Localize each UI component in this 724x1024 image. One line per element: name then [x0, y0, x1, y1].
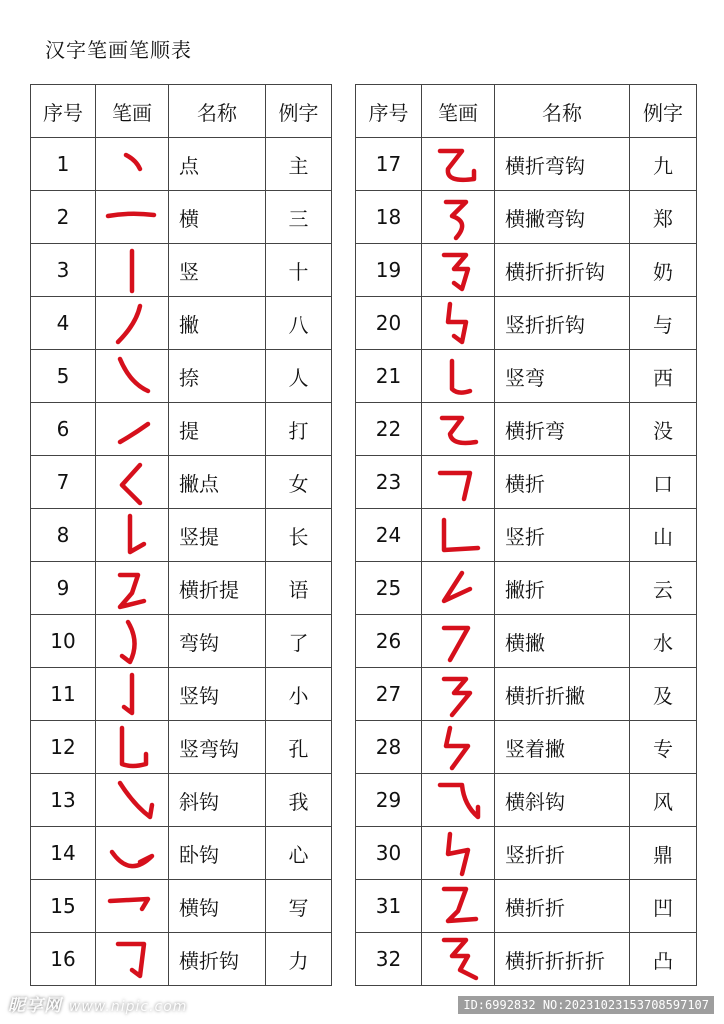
stroke-name: 撇点	[169, 456, 266, 509]
row-index: 7	[31, 456, 96, 509]
shuwan-stroke-icon	[426, 351, 490, 401]
stroke-cell	[96, 562, 169, 615]
stroke-cell	[96, 880, 169, 933]
example-character: 八	[266, 297, 332, 350]
example-character: 九	[630, 138, 697, 191]
xiegou-stroke-icon	[100, 775, 164, 825]
stroke-cell	[96, 933, 169, 986]
piedian-stroke-icon	[100, 457, 164, 507]
example-character: 水	[630, 615, 697, 668]
stroke-name: 撇	[169, 297, 266, 350]
table-row	[356, 774, 697, 827]
row-index: 21	[356, 350, 422, 403]
table-row	[31, 509, 332, 562]
example-character: 人	[266, 350, 332, 403]
stroke-cell	[96, 138, 169, 191]
example-character: 小	[266, 668, 332, 721]
table-row	[31, 350, 332, 403]
table-row	[356, 562, 697, 615]
stroke-cell	[96, 827, 169, 880]
example-character: 没	[630, 403, 697, 456]
example-character: 主	[266, 138, 332, 191]
row-index: 11	[31, 668, 96, 721]
hengzhegou-stroke-icon	[100, 934, 164, 984]
example-character: 山	[630, 509, 697, 562]
na-stroke-icon	[100, 351, 164, 401]
stroke-cell	[96, 509, 169, 562]
row-index: 12	[31, 721, 96, 774]
ti-stroke-icon	[100, 404, 164, 454]
header-name: 名称	[169, 85, 266, 138]
row-index: 6	[31, 403, 96, 456]
stroke-name: 横撇弯钩	[495, 191, 630, 244]
hengzhewan-stroke-icon	[426, 404, 490, 454]
shugou-stroke-icon	[100, 669, 164, 719]
table-row	[356, 721, 697, 774]
example-character: 凹	[630, 880, 697, 933]
table-row	[356, 297, 697, 350]
example-character: 语	[266, 562, 332, 615]
row-index: 29	[356, 774, 422, 827]
stroke-cell	[422, 456, 495, 509]
stroke-cell	[422, 138, 495, 191]
stroke-cell	[422, 562, 495, 615]
stroke-cell	[422, 880, 495, 933]
stroke-cell	[422, 933, 495, 986]
stroke-cell	[422, 297, 495, 350]
table-header-row	[31, 85, 332, 138]
example-character: 口	[630, 456, 697, 509]
row-index: 27	[356, 668, 422, 721]
hengpiewangou-stroke-icon	[426, 192, 490, 242]
table-row	[31, 244, 332, 297]
table-row	[356, 350, 697, 403]
example-character: 凸	[630, 933, 697, 986]
table-row	[31, 562, 332, 615]
row-index: 24	[356, 509, 422, 562]
stroke-cell	[422, 827, 495, 880]
dian-stroke-icon	[100, 139, 164, 189]
row-index: 3	[31, 244, 96, 297]
wogou-stroke-icon	[100, 828, 164, 878]
row-index: 5	[31, 350, 96, 403]
table-row	[356, 244, 697, 297]
row-index: 8	[31, 509, 96, 562]
stroke-name: 竖着撇	[495, 721, 630, 774]
table-row	[31, 297, 332, 350]
example-character: 云	[630, 562, 697, 615]
example-character: 西	[630, 350, 697, 403]
example-character: 与	[630, 297, 697, 350]
row-index: 28	[356, 721, 422, 774]
stroke-name: 横斜钩	[495, 774, 630, 827]
stroke-name: 竖	[169, 244, 266, 297]
stroke-cell	[96, 668, 169, 721]
table-row	[356, 880, 697, 933]
shuzhezhegou-stroke-icon	[426, 298, 490, 348]
stroke-name: 横折折撇	[495, 668, 630, 721]
hengzhezhe-stroke-icon	[426, 881, 490, 931]
stroke-name: 竖折折钩	[495, 297, 630, 350]
header-example: 例字	[630, 85, 697, 138]
row-index: 9	[31, 562, 96, 615]
shu-stroke-icon	[100, 245, 164, 295]
hengzhezhezhezhe-stroke-icon	[426, 934, 490, 984]
stroke-table-left	[30, 84, 332, 986]
table-row	[356, 827, 697, 880]
row-index: 19	[356, 244, 422, 297]
stroke-name: 横撇	[495, 615, 630, 668]
table-row	[356, 509, 697, 562]
heng-stroke-icon	[100, 192, 164, 242]
stroke-name: 竖钩	[169, 668, 266, 721]
stroke-table-right	[355, 84, 697, 986]
row-index: 31	[356, 880, 422, 933]
stroke-name: 横折弯钩	[495, 138, 630, 191]
stroke-name: 捺	[169, 350, 266, 403]
example-character: 奶	[630, 244, 697, 297]
header-index: 序号	[356, 85, 422, 138]
example-character: 心	[266, 827, 332, 880]
piezhe-stroke-icon	[426, 563, 490, 613]
table-row	[31, 774, 332, 827]
row-index: 22	[356, 403, 422, 456]
watermark-url: www.nipic.com	[68, 999, 188, 1015]
stroke-name: 卧钩	[169, 827, 266, 880]
example-character: 鼎	[630, 827, 697, 880]
stroke-cell	[96, 244, 169, 297]
table-row	[31, 138, 332, 191]
example-character: 郑	[630, 191, 697, 244]
row-index: 4	[31, 297, 96, 350]
table-row	[31, 933, 332, 986]
stroke-cell	[422, 403, 495, 456]
watermark-brand: 昵享网	[8, 996, 62, 1016]
stroke-name: 横	[169, 191, 266, 244]
table-row	[356, 138, 697, 191]
example-character: 写	[266, 880, 332, 933]
table-row	[31, 615, 332, 668]
table-row	[356, 615, 697, 668]
stroke-cell	[96, 403, 169, 456]
example-character: 专	[630, 721, 697, 774]
example-character: 我	[266, 774, 332, 827]
stroke-name: 横折折折钩	[495, 244, 630, 297]
table-row	[356, 403, 697, 456]
stroke-name: 竖弯钩	[169, 721, 266, 774]
henggou-stroke-icon	[100, 881, 164, 931]
stroke-cell	[422, 721, 495, 774]
example-character: 及	[630, 668, 697, 721]
page-title: 汉字笔画笔顺表	[45, 38, 192, 62]
shuwangou-stroke-icon	[100, 722, 164, 772]
stroke-name: 横折折折折	[495, 933, 630, 986]
stroke-name: 撇折	[495, 562, 630, 615]
table-row	[31, 668, 332, 721]
stroke-cell	[96, 615, 169, 668]
pie-stroke-icon	[100, 298, 164, 348]
row-index: 13	[31, 774, 96, 827]
example-character: 女	[266, 456, 332, 509]
stroke-cell	[96, 350, 169, 403]
example-character: 孔	[266, 721, 332, 774]
table-row	[31, 827, 332, 880]
stroke-name: 横折钩	[169, 933, 266, 986]
stroke-name: 提	[169, 403, 266, 456]
stroke-cell	[96, 774, 169, 827]
table-row	[31, 721, 332, 774]
hengpie-stroke-icon	[426, 616, 490, 666]
stroke-cell	[422, 774, 495, 827]
wangou-stroke-icon	[100, 616, 164, 666]
hengxiegou-stroke-icon	[426, 775, 490, 825]
row-index: 20	[356, 297, 422, 350]
hengzhe-stroke-icon	[426, 457, 490, 507]
stroke-name: 点	[169, 138, 266, 191]
watermark-id: ID:6992832 NO:20231023153708597107	[458, 996, 714, 1014]
row-index: 26	[356, 615, 422, 668]
row-index: 14	[31, 827, 96, 880]
table-row	[356, 668, 697, 721]
row-index: 16	[31, 933, 96, 986]
stroke-name: 竖提	[169, 509, 266, 562]
stroke-cell	[422, 615, 495, 668]
shuzhe-stroke-icon	[426, 510, 490, 560]
table-row	[31, 880, 332, 933]
example-character: 了	[266, 615, 332, 668]
header-stroke: 笔画	[422, 85, 495, 138]
shuzhezhe-stroke-icon	[426, 828, 490, 878]
hengzheti-stroke-icon	[100, 563, 164, 613]
hengzhewangou-stroke-icon	[426, 139, 490, 189]
shuti-stroke-icon	[100, 510, 164, 560]
example-character: 三	[266, 191, 332, 244]
stroke-cell	[96, 297, 169, 350]
stroke-cell	[422, 350, 495, 403]
table-row	[356, 191, 697, 244]
row-index: 2	[31, 191, 96, 244]
header-stroke: 笔画	[96, 85, 169, 138]
stroke-cell	[422, 244, 495, 297]
row-index: 30	[356, 827, 422, 880]
row-index: 23	[356, 456, 422, 509]
table-header-row	[356, 85, 697, 138]
stroke-name: 横钩	[169, 880, 266, 933]
table-row	[31, 403, 332, 456]
stroke-cell	[422, 191, 495, 244]
table-row	[356, 456, 697, 509]
stroke-cell	[96, 721, 169, 774]
header-example: 例字	[266, 85, 332, 138]
stroke-name: 竖弯	[495, 350, 630, 403]
row-index: 10	[31, 615, 96, 668]
example-character: 风	[630, 774, 697, 827]
row-index: 25	[356, 562, 422, 615]
stroke-name: 横折提	[169, 562, 266, 615]
stroke-name: 弯钩	[169, 615, 266, 668]
stroke-name: 横折	[495, 456, 630, 509]
hengzhezhepie-stroke-icon	[426, 669, 490, 719]
table-row	[31, 456, 332, 509]
table-row	[356, 933, 697, 986]
row-index: 18	[356, 191, 422, 244]
stroke-cell	[96, 191, 169, 244]
stroke-name: 斜钩	[169, 774, 266, 827]
stroke-cell	[96, 456, 169, 509]
hengzhezhezhegou-stroke-icon	[426, 245, 490, 295]
stroke-name: 横折折	[495, 880, 630, 933]
row-index: 32	[356, 933, 422, 986]
header-name: 名称	[495, 85, 630, 138]
row-index: 15	[31, 880, 96, 933]
shuzhepie-stroke-icon	[426, 722, 490, 772]
table-row	[31, 191, 332, 244]
stroke-name: 竖折	[495, 509, 630, 562]
watermark-logo	[8, 991, 187, 1016]
example-character: 长	[266, 509, 332, 562]
stroke-name: 横折弯	[495, 403, 630, 456]
stroke-cell	[422, 509, 495, 562]
stroke-cell	[422, 668, 495, 721]
example-character: 力	[266, 933, 332, 986]
example-character: 十	[266, 244, 332, 297]
example-character: 打	[266, 403, 332, 456]
stroke-name: 竖折折	[495, 827, 630, 880]
header-index: 序号	[31, 85, 96, 138]
row-index: 1	[31, 138, 96, 191]
row-index: 17	[356, 138, 422, 191]
